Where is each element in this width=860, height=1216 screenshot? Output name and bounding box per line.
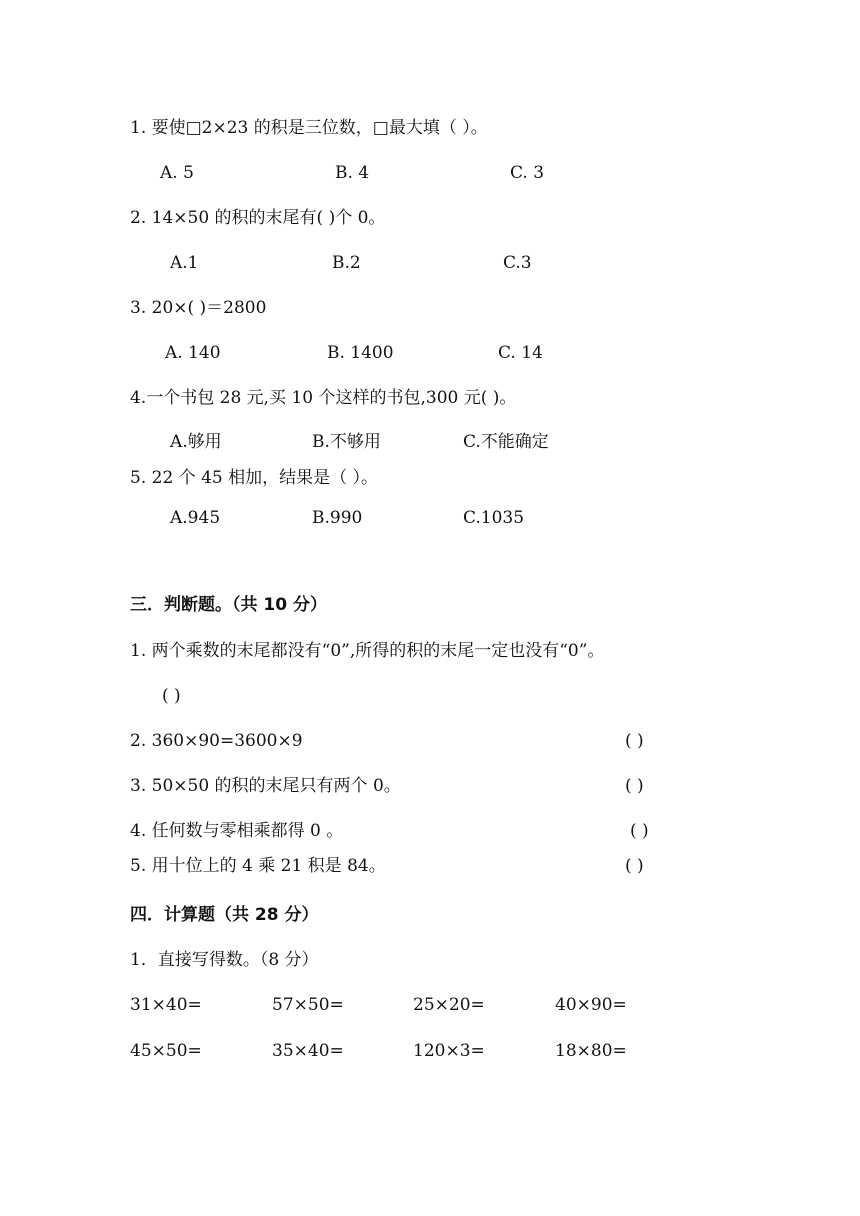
question-2-stem: 2. 14×50 的积的末尾有( )个 0。 — [130, 208, 386, 228]
question-2-option-b: B.2 — [332, 253, 361, 273]
question-5-stem: 5. 22 个 45 相加，结果是（ ）。 — [130, 468, 379, 488]
question-3-stem: 3. 20×( )＝2800 — [130, 298, 267, 318]
judge-item-1-paren: ( ) — [162, 686, 181, 706]
question-5-option-c: C.1035 — [463, 508, 525, 528]
question-1-option-c: C. 3 — [510, 163, 545, 183]
calc-item: 25×20= — [413, 995, 485, 1015]
judge-item-5-paren: ( ) — [625, 856, 644, 876]
question-1-option-b: B. 4 — [335, 163, 370, 183]
question-3-option-c: C. 14 — [498, 343, 543, 363]
question-3-option-a: A. 140 — [165, 343, 221, 363]
judge-item-2-paren: ( ) — [625, 731, 644, 751]
calc-section-heading: 四．计算题（共 28 分） — [130, 905, 319, 925]
calc-item: 31×40= — [130, 995, 202, 1015]
judge-item-3-text: 3. 50×50 的积的末尾只有两个 0。 — [130, 776, 401, 796]
judge-item-3-paren: ( ) — [625, 776, 644, 796]
calc-subheading: 1．直接写得数。（8 分） — [130, 950, 319, 970]
judge-item-4-paren: ( ) — [630, 821, 649, 841]
judge-item-5-text: 5. 用十位上的 4 乘 21 积是 84。 — [130, 856, 386, 876]
calc-item: 45×50= — [130, 1041, 202, 1061]
judge-item-4-text: 4. 任何数与零相乘都得 0 。 — [130, 821, 344, 841]
question-2-option-a: A.1 — [170, 253, 199, 273]
question-4-option-a: A.够用 — [170, 432, 222, 452]
calc-item: 18×80= — [555, 1041, 627, 1061]
question-4-option-c: C.不能确定 — [463, 432, 549, 452]
calc-item: 35×40= — [272, 1041, 344, 1061]
calc-item: 57×50= — [272, 995, 344, 1015]
judge-section-heading: 三．判断题。（共 10 分） — [130, 595, 327, 615]
question-3-option-b: B. 1400 — [327, 343, 394, 363]
calc-item: 40×90= — [555, 995, 627, 1015]
question-4-option-b: B.不够用 — [312, 432, 381, 452]
judge-item-1-text: 1. 两个乘数的末尾都没有“0”,所得的积的末尾一定也没有“0”。 — [130, 641, 605, 661]
question-4-stem: 4.一个书包 28 元,买 10 个这样的书包,300 元( )。 — [130, 388, 517, 408]
question-2-option-c: C.3 — [503, 253, 532, 273]
question-1-stem: 1. 要使□2×23 的积是三位数，□最大填（ ）。 — [130, 118, 488, 138]
calc-item: 120×3= — [413, 1041, 485, 1061]
judge-item-2-text: 2. 360×90=3600×9 — [130, 731, 303, 751]
question-5-option-b: B.990 — [312, 508, 363, 528]
question-5-option-a: A.945 — [170, 508, 221, 528]
question-1-option-a: A. 5 — [160, 163, 194, 183]
